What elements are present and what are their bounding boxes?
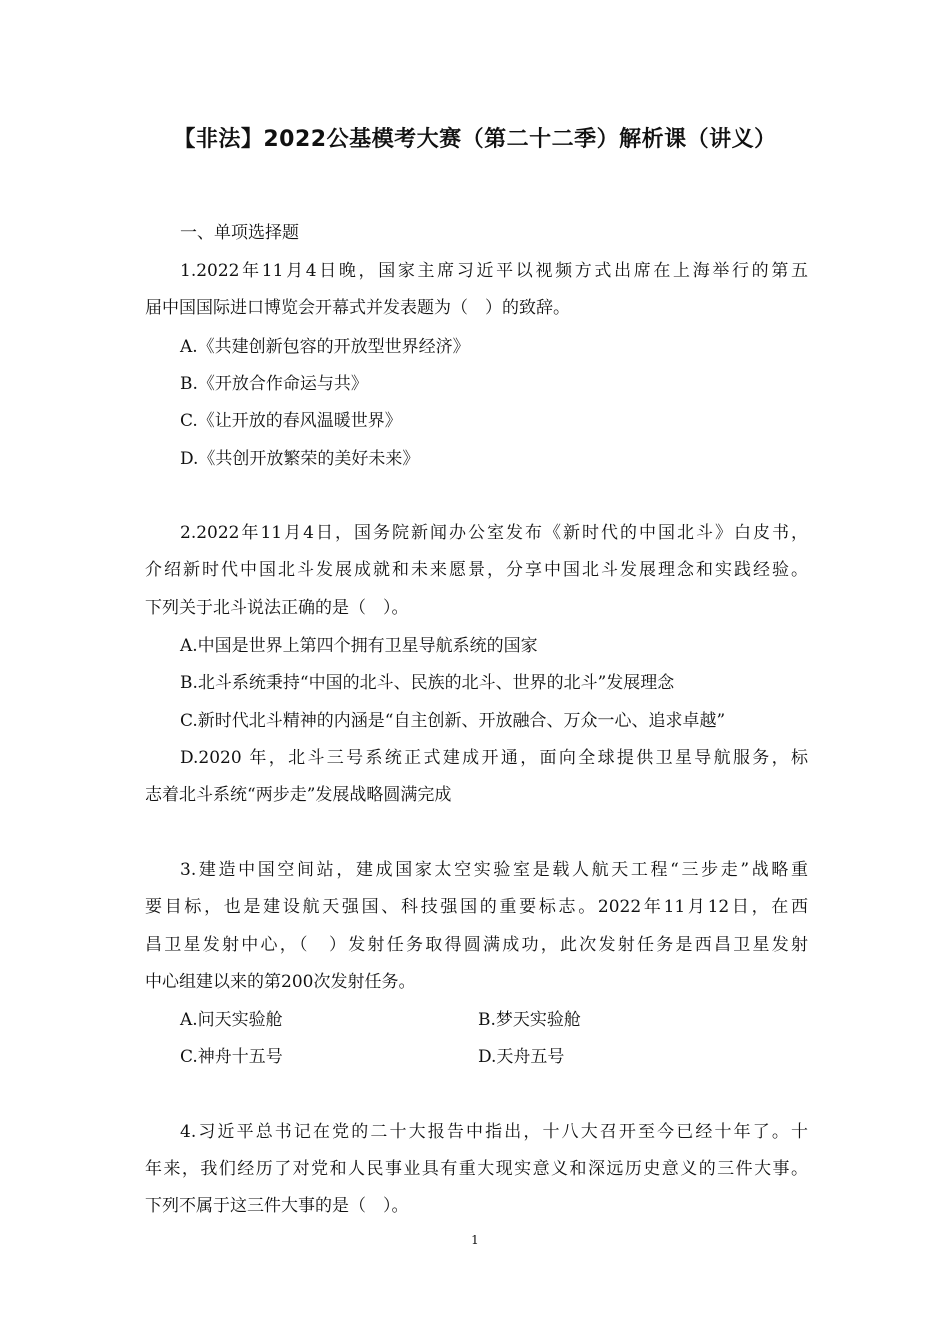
- q3-option-c: C.神舟十五号: [180, 1047, 283, 1067]
- q3-option-a: A.问天实验舱: [180, 1010, 283, 1030]
- q3-stem-line-2: 要目标，也是建设航天强国、科技强国的重要标志。2022年11月12日，在西: [145, 897, 808, 917]
- q1-option-d: D.《共创开放繁荣的美好未来》: [180, 449, 420, 469]
- q1-stem-line-1: 1.2022年11月4日晚，国家主席习近平以视频方式出席在上海举行的第五: [180, 261, 808, 281]
- q1-option-b: B.《开放合作命运与共》: [180, 374, 368, 394]
- q1-stem-line-2: 届中国国际进口博览会开幕式并发表题为（ ）的致辞。: [145, 298, 570, 318]
- q3-stem-line-4: 中心组建以来的第200次发射任务。: [145, 972, 416, 992]
- q2-stem-line-2: 介绍新时代中国北斗发展成就和未来愿景，分享中国北斗发展理念和实践经验。: [145, 560, 808, 580]
- q3-stem-line-1: 3.建造中国空间站，建成国家太空实验室是载人航天工程“三步走”战略重: [180, 860, 808, 880]
- section-heading: 一、单项选择题: [180, 223, 299, 243]
- q3-option-d: D.天舟五号: [478, 1047, 565, 1067]
- page-number: 1: [471, 1233, 479, 1247]
- q4-stem-line-1: 4.习近平总书记在党的二十大报告中指出，十八大召开至今已经十年了。十: [180, 1122, 808, 1142]
- q1-option-a: A.《共建创新包容的开放型世界经济》: [180, 337, 470, 357]
- q1-option-c: C.《让开放的春风温暖世界》: [180, 411, 402, 431]
- q2-option-c: C.新时代北斗精神的内涵是“自主创新、开放融合、万众一心、追求卓越”: [180, 711, 726, 731]
- q4-stem-line-3: 下列不属于这三件大事的是（ ）。: [145, 1196, 409, 1216]
- q2-option-a: A.中国是世界上第四个拥有卫星导航系统的国家: [180, 636, 538, 656]
- q3-stem-line-3: 昌卫星发射中心，（ ）发射任务取得圆满成功，此次发射任务是西昌卫星发射: [145, 935, 808, 955]
- q2-stem-line-3: 下列关于北斗说法正确的是（ ）。: [145, 598, 409, 618]
- document-title: 【非法】2022公基模考大赛（第二十二季）解析课（讲义）: [173, 127, 777, 152]
- q4-stem-line-2: 年来，我们经历了对党和人民事业具有重大现实意义和深远历史意义的三件大事。: [145, 1159, 808, 1179]
- q2-stem-line-1: 2.2022年11月4日，国务院新闻办公室发布《新时代的中国北斗》白皮书，: [180, 523, 808, 543]
- q2-option-d-line-1: D.2020 年，北斗三号系统正式建成开通，面向全球提供卫星导航服务，标: [180, 748, 808, 768]
- q2-option-b: B.北斗系统秉持“中国的北斗、民族的北斗、世界的北斗”发展理念: [180, 673, 675, 693]
- q3-option-b: B.梦天实验舱: [478, 1010, 581, 1030]
- q2-option-d-line-2: 志着北斗系统“两步走”发展战略圆满完成: [145, 785, 452, 805]
